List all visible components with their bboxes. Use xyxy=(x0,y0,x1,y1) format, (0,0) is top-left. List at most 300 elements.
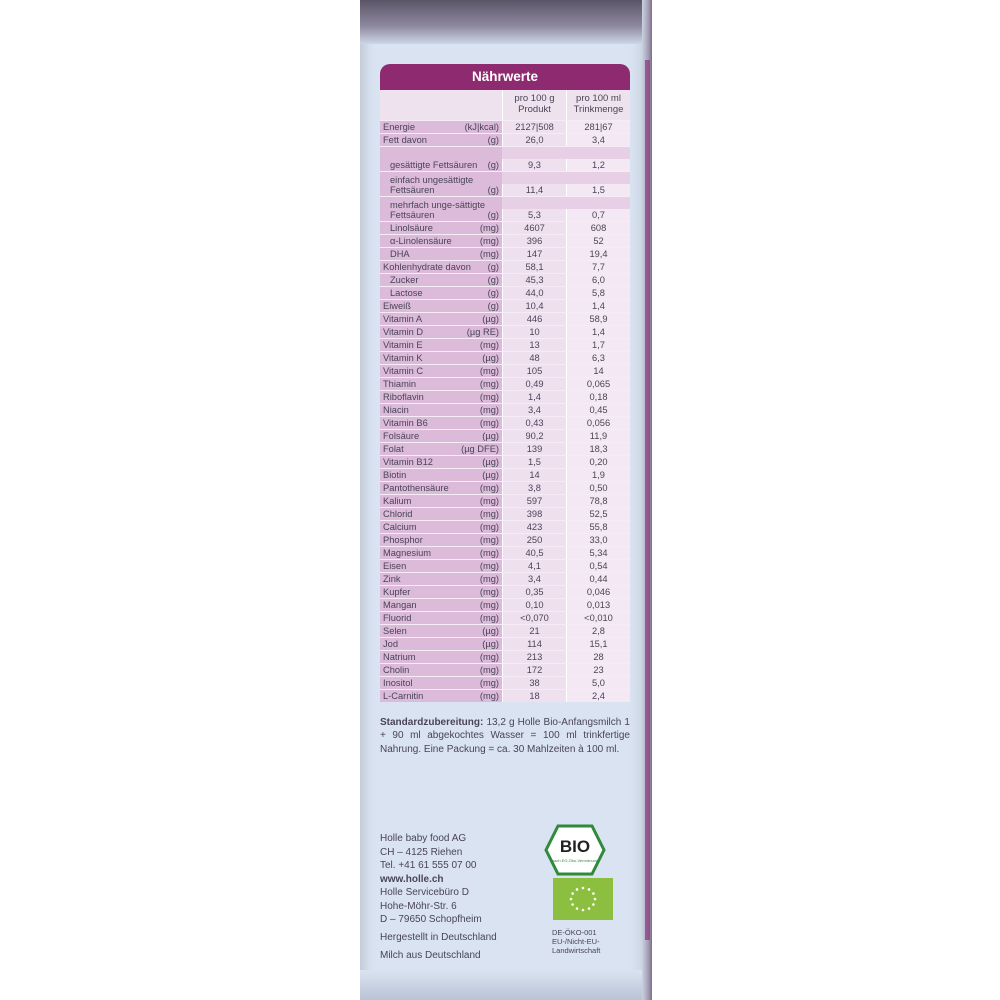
value-per-100g: 3,8 xyxy=(502,482,566,494)
value-per-100g: 597 xyxy=(502,495,566,507)
header-blank xyxy=(380,90,502,120)
nutrition-row xyxy=(380,429,630,442)
standard-preparation xyxy=(380,716,630,756)
nutrient-unit: (mg) xyxy=(479,587,499,597)
nutrient-label xyxy=(380,430,502,442)
value-per-100ml: 2,4 xyxy=(566,690,630,702)
nutrient-name: Vitamin D xyxy=(383,327,424,337)
nutrient-label xyxy=(380,456,502,468)
eu-code: DE-ÖKO-001 xyxy=(552,928,597,937)
nutrient-label xyxy=(380,172,502,196)
package-top-edge xyxy=(360,0,652,44)
value-per-100ml: 6,3 xyxy=(566,352,630,364)
column-headers xyxy=(380,90,630,120)
nutrient-name: gesättigte Fettsäuren xyxy=(390,160,478,170)
value-per-100g: 90,2 xyxy=(502,430,566,442)
nutrition-row xyxy=(380,338,630,351)
value-per-100g: 4607 xyxy=(502,222,566,234)
nutrition-table xyxy=(380,64,630,702)
nutrient-name: Thiamin xyxy=(383,379,417,389)
value-per-100ml: 1,4 xyxy=(566,326,630,338)
nutrient-unit: (mg) xyxy=(479,223,499,233)
eu-origin: EU-/Nicht-EU- xyxy=(552,937,600,946)
nutrient-label xyxy=(380,599,502,611)
nutrient-name: Pantothensäure xyxy=(383,483,449,493)
nutrition-row xyxy=(380,196,630,221)
nutrient-unit: (mg) xyxy=(479,665,499,675)
nutrition-row xyxy=(380,260,630,273)
nutrition-row xyxy=(380,247,630,260)
value-per-100ml: 1,2 xyxy=(566,159,630,171)
service-street: Hohe-Möhr-Str. 6 xyxy=(380,900,457,912)
nutrient-name: Mangan xyxy=(383,600,417,610)
value-per-100g: 10,4 xyxy=(502,300,566,312)
nutrition-row xyxy=(380,494,630,507)
nutrition-row xyxy=(380,637,630,650)
nutrient-label xyxy=(380,235,502,247)
bio-seal-text: BIO xyxy=(559,837,591,856)
value-per-100ml: 0,7 xyxy=(566,209,630,221)
nutrient-name: Chlorid xyxy=(383,509,413,519)
nutrient-label xyxy=(380,625,502,637)
nutrient-name: Vitamin B6 xyxy=(383,418,428,428)
nutrient-label xyxy=(380,495,502,507)
nutrient-name: Vitamin C xyxy=(383,366,424,376)
nutrient-unit: (kJ|kcal) xyxy=(464,122,499,132)
nutrition-row xyxy=(380,120,630,133)
nutrient-name: mehrfach unge-sättigte Fettsäuren xyxy=(390,200,486,220)
nutrient-name: Folat xyxy=(383,444,404,454)
nutrient-label xyxy=(380,134,502,146)
nutrient-label xyxy=(380,417,502,429)
value-per-100g: 45,3 xyxy=(502,274,566,286)
eu-star xyxy=(582,909,585,912)
made-in: Hergestellt in Deutschland xyxy=(380,932,497,943)
nutrition-row xyxy=(380,559,630,572)
nutrient-unit: (g) xyxy=(487,210,499,220)
nutrient-name: Vitamin A xyxy=(383,314,423,324)
eu-star xyxy=(588,888,591,891)
nutrient-unit: (µg) xyxy=(482,353,499,363)
value-per-100ml: 1,4 xyxy=(566,300,630,312)
value-per-100ml: 5,8 xyxy=(566,287,630,299)
eu-star xyxy=(592,892,595,895)
nutrient-name: Eisen xyxy=(383,561,407,571)
nutrient-label xyxy=(380,482,502,494)
nutrition-row xyxy=(380,520,630,533)
value-per-100g: 114 xyxy=(502,638,566,650)
nutrition-row xyxy=(380,146,630,171)
eu-logo-text xyxy=(552,928,600,955)
nutrient-name: Eiweiß xyxy=(383,301,411,311)
nutrient-name: Inositol xyxy=(383,678,413,688)
nutrition-row xyxy=(380,364,630,377)
eu-agri: Landwirtschaft xyxy=(552,946,601,955)
nutrition-row xyxy=(380,507,630,520)
edge-stripe xyxy=(645,60,650,940)
eu-star xyxy=(576,888,579,891)
value-per-100ml: 58,9 xyxy=(566,313,630,325)
value-per-100g: 44,0 xyxy=(502,287,566,299)
nutrition-row xyxy=(380,273,630,286)
nutrient-name: Cholin xyxy=(383,665,410,675)
nutrient-unit: (mg) xyxy=(479,522,499,532)
col1-line2: Produkt xyxy=(518,104,551,115)
nutrient-name: Vitamin E xyxy=(383,340,423,350)
value-per-100ml: 52 xyxy=(566,235,630,247)
nutrition-row xyxy=(380,689,630,702)
nutrient-label xyxy=(380,326,502,338)
nutrient-label xyxy=(380,197,502,221)
nutrient-label xyxy=(380,560,502,572)
value-per-100ml: 33,0 xyxy=(566,534,630,546)
nutrition-row xyxy=(380,598,630,611)
value-per-100ml: 1,5 xyxy=(566,184,630,196)
nutrient-name: Calcium xyxy=(383,522,417,532)
nutrient-label xyxy=(380,547,502,559)
nutrition-row xyxy=(380,546,630,559)
nutrient-unit: (mg) xyxy=(479,405,499,415)
nutrient-name: Magnesium xyxy=(383,548,432,558)
bio-seal-subtext: nach EG-Öko-Verordnung xyxy=(551,858,599,863)
value-per-100g: 2127|508 xyxy=(502,121,566,133)
nutrition-row xyxy=(380,585,630,598)
value-per-100ml: 0,44 xyxy=(566,573,630,585)
eu-star xyxy=(576,907,579,910)
value-per-100g: 0,49 xyxy=(502,378,566,390)
value-per-100g: 1,4 xyxy=(502,391,566,403)
nutrient-unit: (µg) xyxy=(482,639,499,649)
nutrition-row xyxy=(380,286,630,299)
value-per-100ml: 3,4 xyxy=(566,134,630,146)
nutrient-name: Vitamin B12 xyxy=(383,457,433,467)
value-per-100g: 0,35 xyxy=(502,586,566,598)
nutrient-label xyxy=(380,534,502,546)
nutrient-unit: (mg) xyxy=(479,496,499,506)
value-per-100g: 26,0 xyxy=(502,134,566,146)
nutrient-name: L-Carnitin xyxy=(383,691,424,701)
value-per-100g: 396 xyxy=(502,235,566,247)
value-per-100ml: 18,3 xyxy=(566,443,630,455)
value-per-100g: 58,1 xyxy=(502,261,566,273)
nutrition-row xyxy=(380,299,630,312)
value-per-100ml: 5,0 xyxy=(566,677,630,689)
nutrient-unit: (µg) xyxy=(482,431,499,441)
nutrient-label xyxy=(380,313,502,325)
nutrient-unit: (mg) xyxy=(479,652,499,662)
nutrition-row xyxy=(380,234,630,247)
value-per-100ml: <0,010 xyxy=(566,612,630,624)
nutrient-name: Natrium xyxy=(383,652,416,662)
nutrition-row xyxy=(380,481,630,494)
value-per-100g: 213 xyxy=(502,651,566,663)
nutrition-row xyxy=(380,221,630,234)
nutrient-label xyxy=(380,469,502,481)
nutrient-label xyxy=(380,121,502,133)
col2-line2: Trinkmenge xyxy=(573,104,624,115)
column-header-per-100ml xyxy=(566,90,630,120)
nutrition-row xyxy=(380,663,630,676)
value-per-100ml: 0,20 xyxy=(566,456,630,468)
nutrient-name: Selen xyxy=(383,626,407,636)
value-per-100ml: 78,8 xyxy=(566,495,630,507)
value-per-100ml: 608 xyxy=(566,222,630,234)
value-per-100ml: 0,50 xyxy=(566,482,630,494)
nutrient-label xyxy=(380,508,502,520)
nutrient-name: Lactose xyxy=(390,288,423,298)
nutrient-label xyxy=(380,261,502,273)
nutrient-label xyxy=(380,586,502,598)
nutrient-label xyxy=(380,147,502,171)
nutrient-label xyxy=(380,352,502,364)
nutrient-name: Biotin xyxy=(383,470,407,480)
nutrient-name: Kalium xyxy=(383,496,412,506)
nutrient-unit: (mg) xyxy=(479,236,499,246)
nutrient-name: einfach ungesättigte Fettsäuren xyxy=(390,175,474,195)
eu-star xyxy=(588,907,591,910)
bio-seal-icon xyxy=(540,822,610,878)
nutrition-row xyxy=(380,442,630,455)
eu-organic-leaf-icon xyxy=(553,878,613,920)
nutrient-unit: (mg) xyxy=(479,379,499,389)
nutrient-unit: (g) xyxy=(487,185,499,195)
value-per-100g: 48 xyxy=(502,352,566,364)
nutrient-label xyxy=(380,612,502,624)
nutrient-name: Fett davon xyxy=(383,135,427,145)
nutrition-row xyxy=(380,611,630,624)
value-per-100g: 1,5 xyxy=(502,456,566,468)
service-city: D – 79650 Schopfheim xyxy=(380,914,482,926)
company-web-text[interactable]: www.holle.ch xyxy=(380,873,444,885)
nutrition-row xyxy=(380,650,630,663)
value-per-100g: 446 xyxy=(502,313,566,325)
company-address xyxy=(380,832,476,886)
eu-star xyxy=(570,898,573,901)
value-per-100ml: 55,8 xyxy=(566,521,630,533)
nutrient-unit: (mg) xyxy=(479,366,499,376)
value-per-100ml: 5,34 xyxy=(566,547,630,559)
eu-star xyxy=(594,898,597,901)
nutrient-label xyxy=(380,638,502,650)
nutrient-unit: (mg) xyxy=(479,483,499,493)
value-per-100g: 147 xyxy=(502,248,566,260)
value-per-100ml: 28 xyxy=(566,651,630,663)
value-per-100ml: 52,5 xyxy=(566,508,630,520)
value-per-100ml: 2,8 xyxy=(566,625,630,637)
nutrition-row xyxy=(380,171,630,196)
eu-star xyxy=(571,892,574,895)
nutrient-unit: (mg) xyxy=(479,613,499,623)
nutrient-unit: (g) xyxy=(487,275,499,285)
nutrition-row xyxy=(380,312,630,325)
value-per-100g: 105 xyxy=(502,365,566,377)
value-per-100ml: 0,45 xyxy=(566,404,630,416)
nutrient-unit: (mg) xyxy=(479,392,499,402)
value-per-100g: 0,10 xyxy=(502,599,566,611)
service-address xyxy=(380,886,482,927)
eu-star xyxy=(582,887,585,890)
company-city: CH – 4125 Riehen xyxy=(380,846,463,858)
nutrition-title: Nährwerte xyxy=(380,64,630,90)
value-per-100ml: 23 xyxy=(566,664,630,676)
nutrient-unit: (g) xyxy=(487,301,499,311)
nutrient-unit: (mg) xyxy=(479,340,499,350)
nutrient-unit: (mg) xyxy=(479,509,499,519)
nutrient-unit: (µg) xyxy=(482,457,499,467)
value-per-100g: 21 xyxy=(502,625,566,637)
nutrient-name: Phosphor xyxy=(383,535,423,545)
value-per-100g: 4,1 xyxy=(502,560,566,572)
nutrient-name: Fluorid xyxy=(383,613,412,623)
nutrient-name: Riboflavin xyxy=(383,392,424,402)
nutrition-row xyxy=(380,533,630,546)
standard-text: 13,2 g Holle Bio-Anfangsmilch 1 + 90 ml abgekochtes Wasser = 100 ml trinkfertige Nahrung. Eine Packung = ca. 30 Mahlzeiten à 100 ml. xyxy=(380,717,630,755)
service-name: Holle Servicebüro D xyxy=(380,887,469,898)
value-per-100g: 10 xyxy=(502,326,566,338)
nutrient-label xyxy=(380,287,502,299)
milk-origin: Milch aus Deutschland xyxy=(380,950,481,961)
nutrition-row xyxy=(380,676,630,689)
nutrient-label xyxy=(380,391,502,403)
value-per-100ml: 0,046 xyxy=(566,586,630,598)
nutrition-row xyxy=(380,416,630,429)
value-per-100ml: 0,18 xyxy=(566,391,630,403)
nutrition-row xyxy=(380,351,630,364)
nutrient-name: Kohlenhydrate davon xyxy=(383,262,471,272)
nutrient-name: Vitamin K xyxy=(383,353,423,363)
value-per-100g: 14 xyxy=(502,469,566,481)
nutrition-row xyxy=(380,133,630,146)
nutrient-label xyxy=(380,365,502,377)
nutrition-row xyxy=(380,325,630,338)
nutrient-label xyxy=(380,300,502,312)
nutrient-unit: (µg) xyxy=(482,626,499,636)
nutrient-unit: (mg) xyxy=(479,561,499,571)
package-bottom-edge xyxy=(360,970,652,1000)
nutrient-label xyxy=(380,690,502,702)
nutrient-unit: (mg) xyxy=(479,548,499,558)
standard-heading: Standardzubereitung: xyxy=(380,717,484,728)
value-per-100g: 3,4 xyxy=(502,573,566,585)
nutrient-unit: (g) xyxy=(487,262,499,272)
value-per-100g: 38 xyxy=(502,677,566,689)
nutrient-label xyxy=(380,521,502,533)
nutrient-name: Zink xyxy=(383,574,401,584)
value-per-100g: 5,3 xyxy=(502,209,566,221)
nutrient-name: Linolsäure xyxy=(390,223,433,233)
nutrient-name: Niacin xyxy=(383,405,409,415)
nutrient-label xyxy=(380,222,502,234)
nutrition-row xyxy=(380,390,630,403)
value-per-100ml: 0,013 xyxy=(566,599,630,611)
value-per-100g: 0,43 xyxy=(502,417,566,429)
nutrient-unit: (g) xyxy=(487,288,499,298)
value-per-100g: 172 xyxy=(502,664,566,676)
nutrition-row xyxy=(380,468,630,481)
nutrient-unit: (mg) xyxy=(479,535,499,545)
nutrition-row xyxy=(380,377,630,390)
nutrition-row xyxy=(380,403,630,416)
nutrient-unit: (mg) xyxy=(479,678,499,688)
value-per-100g: 398 xyxy=(502,508,566,520)
value-per-100g: 139 xyxy=(502,443,566,455)
nutrient-unit: (mg) xyxy=(479,574,499,584)
value-per-100ml: 7,7 xyxy=(566,261,630,273)
value-per-100g: <0,070 xyxy=(502,612,566,624)
value-per-100ml: 1,9 xyxy=(566,469,630,481)
eu-star xyxy=(571,903,574,906)
company-name: Holle baby food AG xyxy=(380,833,467,844)
nutrient-unit: (mg) xyxy=(479,600,499,610)
nutrition-row xyxy=(380,572,630,585)
nutrient-unit: (µg RE) xyxy=(466,327,499,337)
value-per-100ml: 15,1 xyxy=(566,638,630,650)
value-per-100ml: 0,056 xyxy=(566,417,630,429)
nutrient-label xyxy=(380,651,502,663)
value-per-100g: 13 xyxy=(502,339,566,351)
col1-line1: pro 100 g xyxy=(514,93,555,104)
nutrient-unit: (g) xyxy=(487,160,499,170)
value-per-100ml: 1,7 xyxy=(566,339,630,351)
value-per-100ml: 14 xyxy=(566,365,630,377)
value-per-100ml: 19,4 xyxy=(566,248,630,260)
nutrient-label xyxy=(380,339,502,351)
eu-star xyxy=(592,903,595,906)
company-web[interactable] xyxy=(380,873,476,887)
nutrient-unit: (mg) xyxy=(479,249,499,259)
nutrient-unit: (µg) xyxy=(482,314,499,324)
value-per-100g: 18 xyxy=(502,690,566,702)
value-per-100g: 11,4 xyxy=(502,184,566,196)
nutrient-name: Energie xyxy=(383,122,416,132)
nutrient-label xyxy=(380,664,502,676)
nutrient-name: Zucker xyxy=(390,275,419,285)
nutrient-name: DHA xyxy=(390,249,410,259)
nutrient-name: α-Linolensäure xyxy=(390,236,452,246)
value-per-100ml: 6,0 xyxy=(566,274,630,286)
nutrient-unit: (mg) xyxy=(479,691,499,701)
nutrient-unit: (µg DFE) xyxy=(461,444,499,454)
value-per-100g: 40,5 xyxy=(502,547,566,559)
value-per-100g: 9,3 xyxy=(502,159,566,171)
value-per-100ml: 281|67 xyxy=(566,121,630,133)
nutrient-name: Kupfer xyxy=(383,587,411,597)
value-per-100g: 3,4 xyxy=(502,404,566,416)
column-header-per-100g xyxy=(502,90,566,120)
nutrient-name: Folsäure xyxy=(383,431,420,441)
package-right-edge xyxy=(642,0,652,1000)
nutrient-label xyxy=(380,378,502,390)
value-per-100ml: 11,9 xyxy=(566,430,630,442)
value-per-100g: 423 xyxy=(502,521,566,533)
nutrient-label xyxy=(380,248,502,260)
nutrient-name: Jod xyxy=(383,639,398,649)
nutrition-row xyxy=(380,455,630,468)
nutrition-row xyxy=(380,624,630,637)
col2-line1: pro 100 ml xyxy=(576,93,621,104)
nutrient-unit: (g) xyxy=(487,135,499,145)
company-tel: Tel. +41 61 555 07 00 xyxy=(380,860,477,872)
nutrient-label xyxy=(380,573,502,585)
nutrient-unit: (mg) xyxy=(479,418,499,428)
value-per-100g: 250 xyxy=(502,534,566,546)
value-per-100ml: 0,54 xyxy=(566,560,630,572)
nutrient-label xyxy=(380,443,502,455)
origin-info xyxy=(380,929,497,965)
nutrient-unit: (µg) xyxy=(482,470,499,480)
nutrient-label xyxy=(380,404,502,416)
nutrition-rows xyxy=(380,120,630,702)
